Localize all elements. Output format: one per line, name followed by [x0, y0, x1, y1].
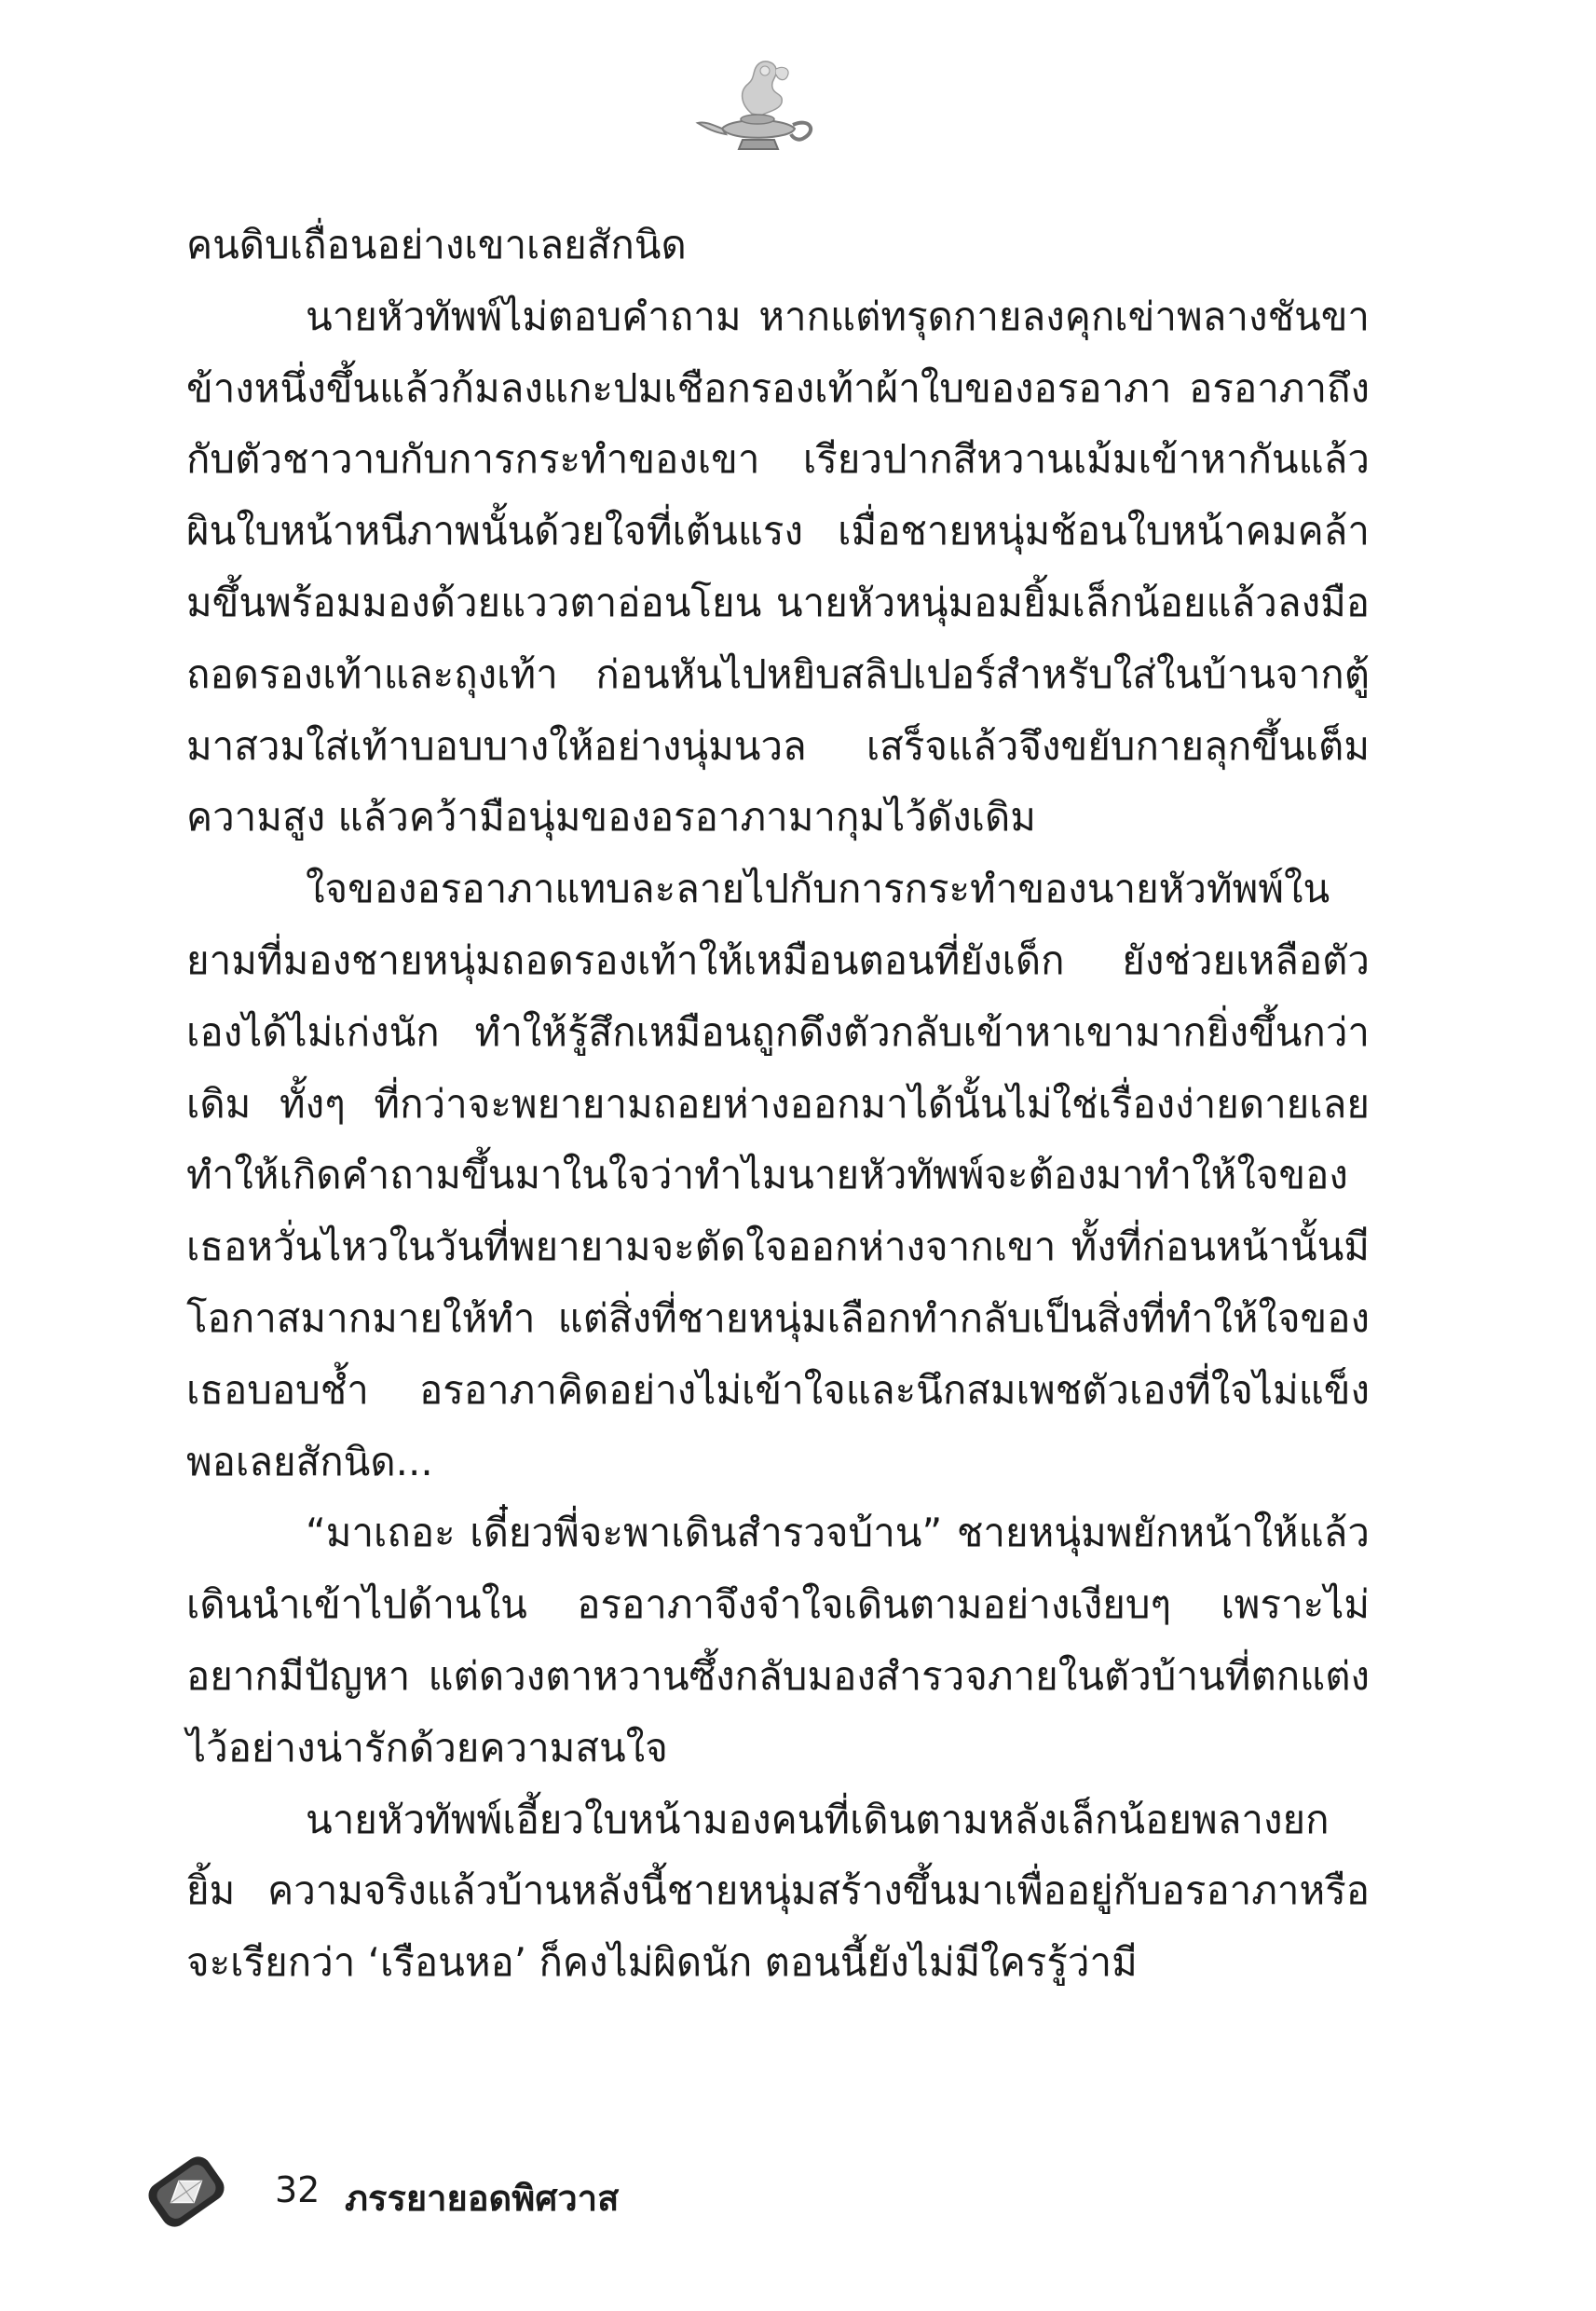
book-title: ภรรยายอดพิศวาส	[345, 2178, 620, 2219]
genie-lamp-icon	[694, 56, 825, 158]
page-footer	[140, 2145, 792, 2238]
body-text	[186, 210, 1370, 1999]
paragraph: คนดิบเถื่อนอย่างเขาเลยสักนิด	[186, 222, 687, 267]
paragraph: นายหัวทัพพ์ไม่ตอบคำถาม หากแต่ทรุดกายลงคุกเข่าพลางชันขาข้างหนึ่งขึ้นแล้วก้มลงแกะปมเชือกรองเท้าผ้าใบของอรอาภา อรอาภาถึงกับตัวชาวาบกับการกระทำของเขา เรียวปากสีหวานเม้มเข้าหากันแล้วผินใบหน้าหนีภาพนั้นด้วยใจที่เต้นแรง เมื่อชายหนุ่มช้อนใบหน้าคมคล้ามขึ้นพร้อมมองด้วยแววตาอ่อนโยน นายหัวหนุ่มอมยิ้มเล็กน้อยแล้วลงมือถอดรองเท้าและถุงเท้า ก่อนหันไปหยิบสลิปเปอร์สำหรับใส่ในบ้านจากตู้มาสวมใส่เท้าบอบบางให้อย่างนุ่มนวล เสร็จแล้วจึงขยับกายลุกขึ้นเต็มความสูง แล้วคว้ามือนุ่มของอรอาภามากุมไว้ดังเดิม	[186, 293, 1370, 841]
paragraph: ใจของอรอาภาแทบละลายไปกับการกระทำของนายหัวทัพพ์ในยามที่มองชายหนุ่มถอดรองเท้าให้เหมือนตอนที่ยังเด็ก ยังช่วยเหลือตัวเองได้ไม่เก่งนัก ทำให้รู้สึกเหมือนถูกดึงตัวกลับเข้าหาเขามากยิ่งขึ้นกว่าเดิม ทั้งๆ ที่กว่าจะพยายามถอยห่างออกมาได้นั้นไม่ใช่เรื่องง่ายดายเลย ทำให้เกิดคำถามขึ้นมาในใจว่าทำไมนายหัวทัพพ์จะต้องมาทำให้ใจของเธอหวั่นไหวในวันที่พยายามจะตัดใจออกห่างจากเขา ทั้งที่ก่อนหน้านั้นมีโอกาสมากมายให้ทำ แต่สิ่งที่ชายหนุ่มเลือกทำกลับเป็นสิ่งที่ทำให้ใจของเธอบอบช้ำ อรอาภาคิดอย่างไม่เข้าใจและนึกสมเพชตัวเองที่ใจไม่แข็งพอเลยสักนิด...	[186, 866, 1370, 1484]
page-number: 32	[275, 2169, 321, 2210]
paragraph: นายหัวทัพพ์เอี้ยวใบหน้ามองคนที่เดินตามหลังเล็กน้อยพลางยกยิ้ม ความจริงแล้วบ้านหลังนี้ชายหนุ่มสร้างขึ้นมาเพื่ออยู่กับอรอาภาหรือจะเรียกว่า ‘เรือนหอ’ ก็คงไม่ผิดนัก ตอนนี้ยังไม่มีใครรู้ว่ามี	[186, 1796, 1370, 1986]
diamond-gem-icon	[140, 2145, 233, 2238]
paragraph: “มาเถอะ เดี๋ยวพี่จะพาเดินสำรวจบ้าน” ชายหนุ่มพยักหน้าให้แล้วเดินนำเข้าไปด้านใน อรอาภาจึงจำใจเดินตามอย่างเงียบๆ เพราะไม่อยากมีปัญหา แต่ดวงตาหวานซึ้งกลับมองสำรวจภายในตัวบ้านที่ตกแต่งไว้อย่างน่ารักด้วยความสนใจ	[186, 1510, 1370, 1771]
